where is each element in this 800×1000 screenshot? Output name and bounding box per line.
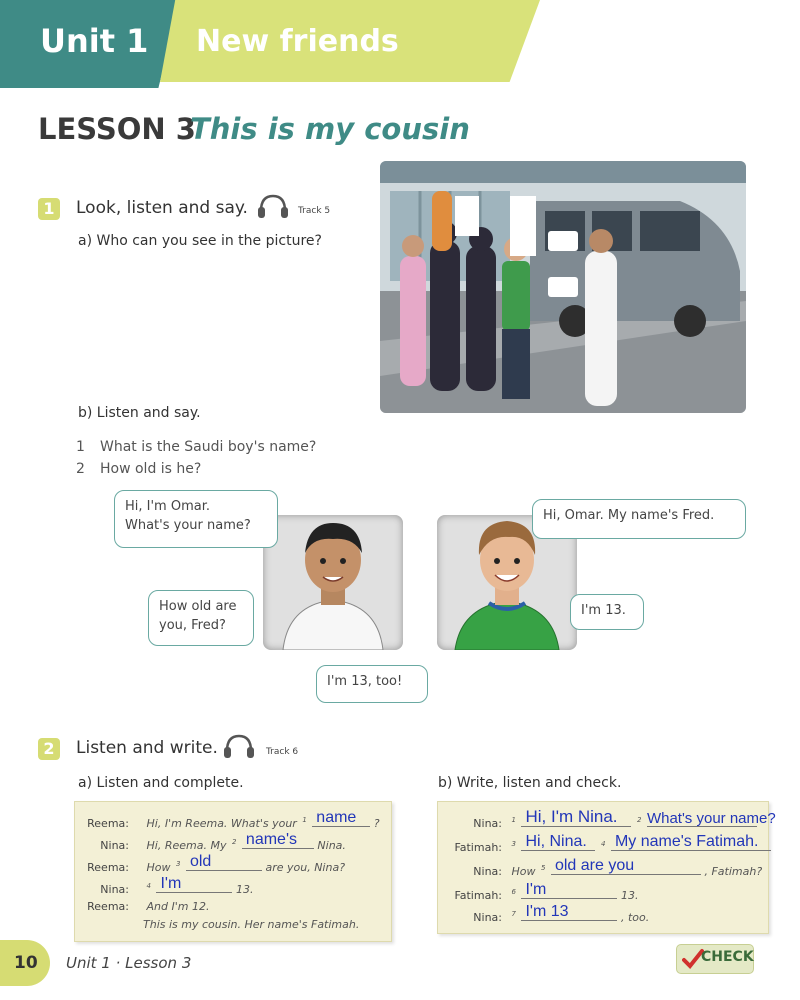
gap-number: 6 [511,888,516,897]
speaker: Nina: [473,865,502,878]
page-number: 10 [0,940,50,986]
handwritten-answer: Hi, Nina. [525,833,587,850]
track-5-label: Track 5 [298,206,331,216]
answer-blank[interactable] [611,833,771,851]
unit-label: Unit 1 [40,22,149,60]
handwritten-answer: I'm [525,881,547,898]
speaker: Nina: [473,911,502,924]
line-text: How [146,861,171,874]
handwritten-answer: My name's Fatimah. [614,833,759,850]
gap-number: 1 [302,816,307,825]
omar-bubble-3: I'm 13, too! [316,665,428,703]
gap-number: 7 [511,910,516,919]
answer-blank[interactable] [521,903,617,921]
exercise-1b-question: b) Listen and say. [78,405,201,421]
dialog-a-row [75,900,209,913]
line-text: How [511,865,536,878]
handwritten-answer: What's your name? [646,810,776,827]
handwritten-answer: old [189,853,212,870]
lesson-title: This is my cousin [190,112,470,146]
exercise-2b-title: b) Write, listen and check. [438,775,622,791]
dialog-a-row [75,853,346,874]
unit-title: New friends [196,24,399,59]
lesson-label: LESSON 3 [38,112,196,146]
answer-blank[interactable] [186,853,262,871]
exercise-2a-title: a) Listen and complete. [78,775,244,791]
dialog-a-row [75,875,254,896]
question-2-number: 2 [76,461,85,477]
dialog-b-row [438,881,639,902]
answer-blank[interactable] [521,807,631,827]
answer-blank[interactable] [521,833,595,851]
handwritten-answer: name's [245,831,297,848]
handwritten-answer: old are you [554,857,635,874]
speaker: Reema: [87,900,129,913]
line-text: ? [373,817,380,830]
answer-blank[interactable] [156,875,232,893]
headphones-icon[interactable] [256,193,290,219]
gap-number: 4 [600,840,606,849]
exercise-2-title: Listen and write. [76,738,218,758]
speaker: Reema: [87,817,129,830]
dialog-b-row [438,807,776,830]
gap-number: 3 [511,840,516,849]
line-text: , Fatimah? [704,865,763,878]
gap-number: 4 [146,882,151,891]
answer-blank[interactable] [521,881,617,899]
dialog-a-row [143,918,359,931]
omar-illustration [263,515,403,650]
line-text: This is my cousin. Her name's Fatimah. [143,918,360,931]
gap-number: 2 [231,838,237,847]
headphones-icon[interactable] [222,733,256,759]
omar-panel [263,515,403,650]
line-text: 13. [235,883,254,896]
check-button[interactable] [676,944,754,974]
gap-number: 1 [511,816,516,825]
answer-blank[interactable] [242,831,314,849]
speaker: Reema: [87,861,129,874]
handwritten-answer: I'm 13 [525,903,569,920]
exercise-1a-question: a) Who can you see in the picture? [78,233,322,249]
omar-bubble-2: How old are you, Fred? [148,590,254,646]
exercise-1-number: 1 [38,198,60,220]
track-6-label: Track 6 [266,747,299,757]
gap-number: 5 [541,864,546,873]
check-label: CHECK [701,949,754,965]
question-1-text: What is the Saudi boy's name? [100,439,317,455]
handwritten-answer: I'm [160,875,182,892]
dialog-b-row [438,833,771,854]
gap-number: 3 [176,860,181,869]
handwritten-answer: Hi, I'm Nina. [525,807,618,826]
fred-bubble-1: Hi, Omar. My name's Fred. [532,499,746,539]
dialog-a-row [75,831,346,852]
speaker: Nina: [473,817,502,830]
gap-number: 2 [636,816,642,825]
line-text: Nina. [317,839,346,852]
dialog-a-row [75,809,380,830]
speaker: Nina: [100,839,129,852]
answer-blank[interactable] [646,810,776,827]
answer-blank[interactable] [551,857,701,875]
fred-bubble-2: I'm 13. [570,594,644,630]
airport-illustration [380,161,746,413]
line-text: , too. [620,911,650,924]
line-text: And I'm 12. [146,900,210,913]
speaker: Fatimah: [454,841,502,854]
speaker: Fatimah: [454,889,502,902]
line-text: Hi, Reema. My [146,839,227,852]
dialog-b-row [438,857,763,878]
omar-bubble-1: Hi, I'm Omar. What's your name? [114,490,278,548]
line-text: Hi, I'm Reema. What's your [146,817,297,830]
answer-blank[interactable] [312,809,370,827]
line-text: 13. [620,889,639,902]
line-text: are you, Nina? [265,861,346,874]
speaker: Nina: [100,883,129,896]
question-1-number: 1 [76,439,85,455]
question-2-text: How old is he? [100,461,202,477]
dialog-b-row [438,903,650,924]
exercise-2-number: 2 [38,738,60,760]
dialog-b-box [437,801,776,934]
exercise-1-title: Look, listen and say. [76,198,248,218]
dialog-a-box [74,801,392,942]
footer-label: Unit 1 · Lesson 3 [66,954,192,972]
handwritten-answer: name [316,809,357,826]
